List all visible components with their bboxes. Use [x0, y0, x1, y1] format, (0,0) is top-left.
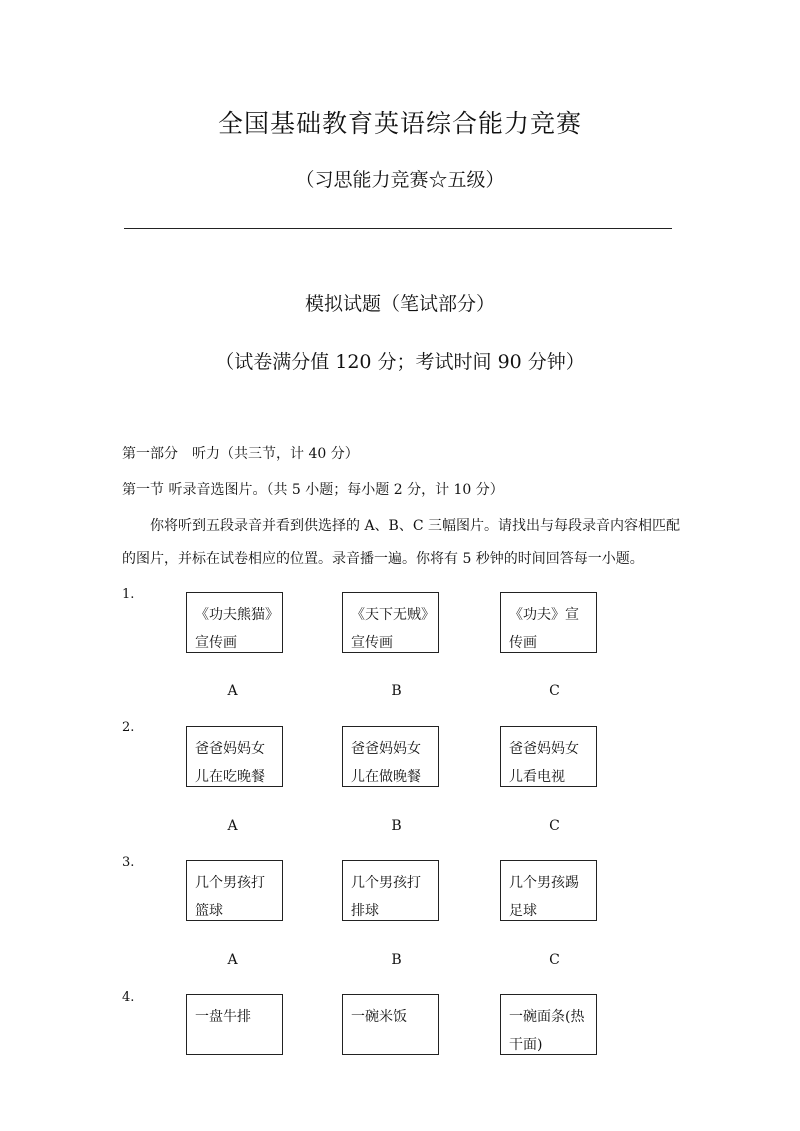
page-title: 全国基础教育英语综合能力竞赛 [217, 109, 582, 138]
option-caption: 《天下无贼》宣传画 [351, 607, 428, 651]
instructions-line-1: 你将听到五段录音并看到供选择的 A、B、C 三幅图片。请找出与每段录音内容相匹配 [150, 518, 681, 534]
option-letter: B [391, 952, 402, 968]
question-number: 2. [122, 720, 135, 735]
option-letter: A [227, 683, 238, 699]
option-picture[interactable] [186, 726, 283, 787]
option-picture[interactable] [186, 592, 283, 653]
option-letter: B [391, 818, 402, 834]
option-caption: 一盘牛排 [195, 1009, 251, 1025]
option-caption: 《功夫》宣传画 [509, 607, 579, 651]
option-picture[interactable] [500, 726, 597, 787]
divider-line [124, 228, 672, 229]
exam-title: 模拟试题（笔试部分） [304, 293, 495, 315]
question-number: 3. [122, 855, 135, 870]
section-heading: 第一节 听录音选图片。（共 5 小题；每小题 2 分，计 10 分） [122, 482, 504, 498]
option-picture[interactable] [342, 592, 439, 653]
option-caption: 几个男孩打篮球 [195, 875, 265, 919]
option-picture[interactable] [500, 860, 597, 921]
option-picture[interactable] [186, 860, 283, 921]
exam-note: （试卷满分值 120 分；考试时间 90 分钟） [215, 351, 585, 373]
option-caption: 一碗面条(热干面) [509, 1009, 585, 1053]
option-letter: C [549, 683, 560, 699]
option-caption: 几个男孩踢足球 [509, 875, 579, 919]
part-heading: 第一部分 听力（共三节，计 40 分） [122, 446, 359, 462]
option-caption: 爸爸妈妈女儿在做晚餐 [351, 741, 421, 785]
option-letter: C [549, 818, 560, 834]
option-picture[interactable] [342, 726, 439, 787]
option-picture[interactable] [500, 592, 597, 653]
option-caption: 一碗米饭 [351, 1009, 407, 1025]
question-number: 1. [122, 587, 135, 602]
question-number: 4. [122, 990, 135, 1005]
option-picture[interactable] [500, 994, 597, 1055]
option-caption: 爸爸妈妈女儿看电视 [509, 741, 579, 785]
option-caption: 《功夫熊猫》宣传画 [195, 607, 272, 651]
option-picture[interactable] [342, 860, 439, 921]
competition-level: （习思能力竞赛☆五级） [295, 169, 505, 191]
option-letter: A [227, 818, 238, 834]
option-caption: 几个男孩打排球 [351, 875, 421, 919]
option-letter: C [549, 952, 560, 968]
option-letter: B [391, 683, 402, 699]
option-picture[interactable] [186, 994, 283, 1055]
option-letter: A [227, 952, 238, 968]
instructions-line-2: 的图片，并标在试卷相应的位置。录音播一遍。你将有 5 秒钟的时间回答每一小题。 [122, 551, 644, 567]
option-picture[interactable] [342, 994, 439, 1055]
option-caption: 爸爸妈妈女儿在吃晚餐 [195, 741, 265, 785]
